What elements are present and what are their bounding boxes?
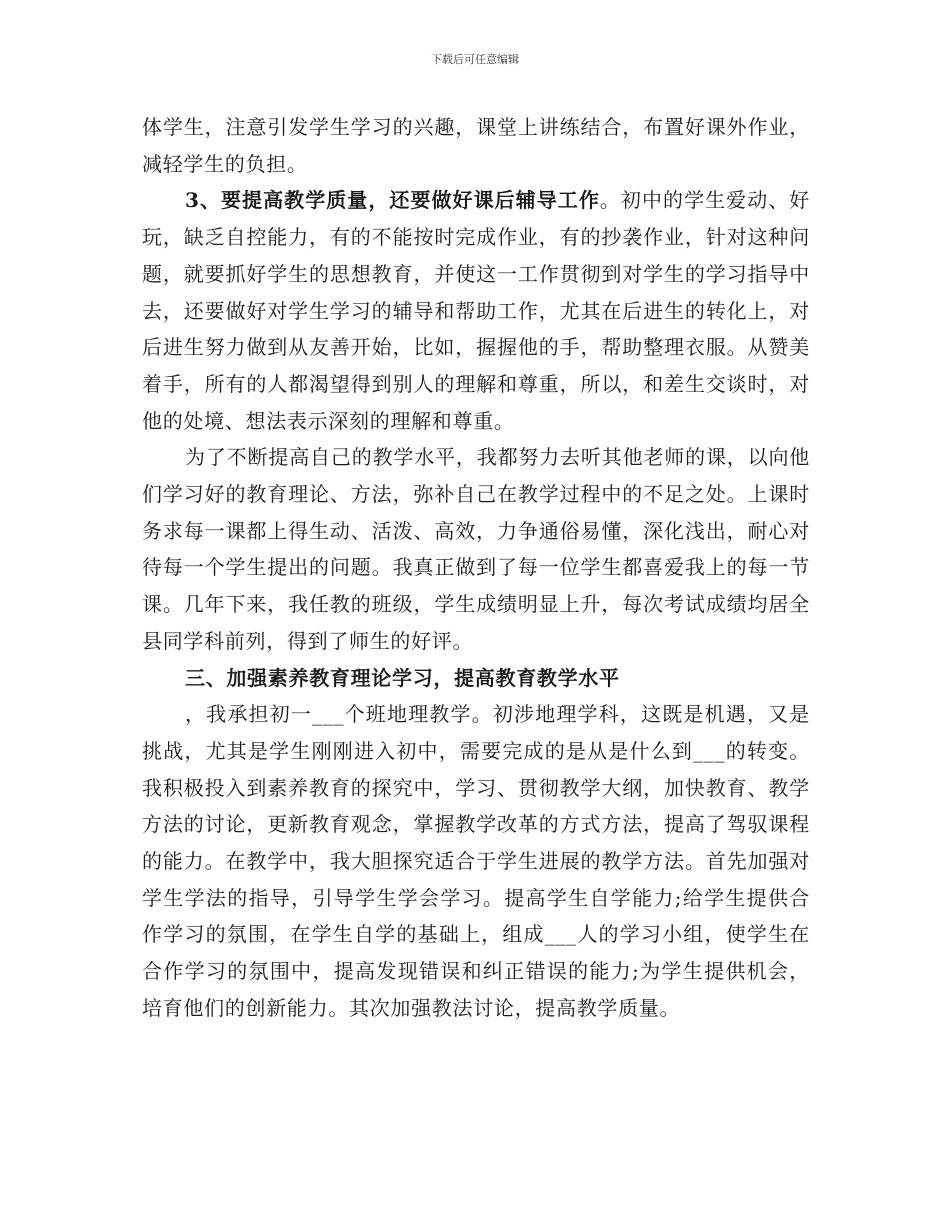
page-header: 下载后可任意编辑 — [431, 53, 519, 66]
paragraph-text: 。初中的学生爱动、好玩，缺乏自控能力，有的不能按时完成作业，有的抄袭作业，针对这种问题，就要抓好学生的思想教育，并使这一工作贯彻到对学生的学习指导中去，还要做好对学生学习的辅导和帮助工作，尤其在后进生的转化上，对后进生努力做到从友善开始，比如，握握他的手，帮助整理衣服。从赞美着手，所有的人都渴望得到别人的理解和尊重，所以，和差生交谈时，对他的处境、想法表示深刻的理解和尊重。 — [142, 188, 811, 433]
paragraph-lead-bold: 3、要提高教学质量，还要做好课后辅导工作 — [185, 188, 600, 213]
document-body — [142, 109, 810, 1027]
paragraph-text: 体学生，注意引发学生学习的兴趣，课堂上讲练结合，布置好课外作业，减轻学生的负担。 — [142, 115, 810, 176]
section-heading-text: 三、加强素养教育理论学习，提高教育教学水平 — [185, 665, 620, 690]
section-heading — [142, 660, 810, 697]
paragraph-tutoring — [142, 182, 810, 439]
paragraph-text: ，我承担初一___个班地理教学。初涉地理学科，这既是机遇，又是挑战，尤其是学生刚刚进入初中，需要完成的是从是什么到___的转变。我积极投入到素养教育的探究中，学习、贯彻教学大纲，加快教育、教学方法的讨论，更新教育观念，掌握教学改革的方式方法，提高了驾驭课程的能力。在教学中，我大胆探究适合于学生进展的教学方法。首先加强对学生学法的指导，引导学生学会学习。提高学生自学能力;给学生提供合作学习的氛围，在学生自学的基础上，组成___人的学习小组，使学生在合作学习的氛围中，提高发现错误和纠正错误的能力;为学生提供机会，培育他们的创新能力。其次加强教法讨论，提高教学质量。 — [142, 702, 810, 1020]
paragraph-continuation — [142, 109, 810, 182]
paragraph-geography — [142, 696, 810, 1026]
paragraph-improvement — [142, 439, 810, 659]
paragraph-text: 为了不断提高自己的教学水平，我都努力去听其他老师的课，以向他们学习好的教育理论、方法，弥补自己在教学过程中的不足之处。上课时务求每一课都上得生动、活泼、高效，力争通俗易懂，深化浅出，耐心对待每一个学生提出的问题。我真正做到了每一位学生都喜爱我上的每一节课。几年下来，我任教的班级，学生成绩明显上升，每次考试成绩均居全县同学科前列，得到了师生的好评。 — [142, 445, 810, 653]
